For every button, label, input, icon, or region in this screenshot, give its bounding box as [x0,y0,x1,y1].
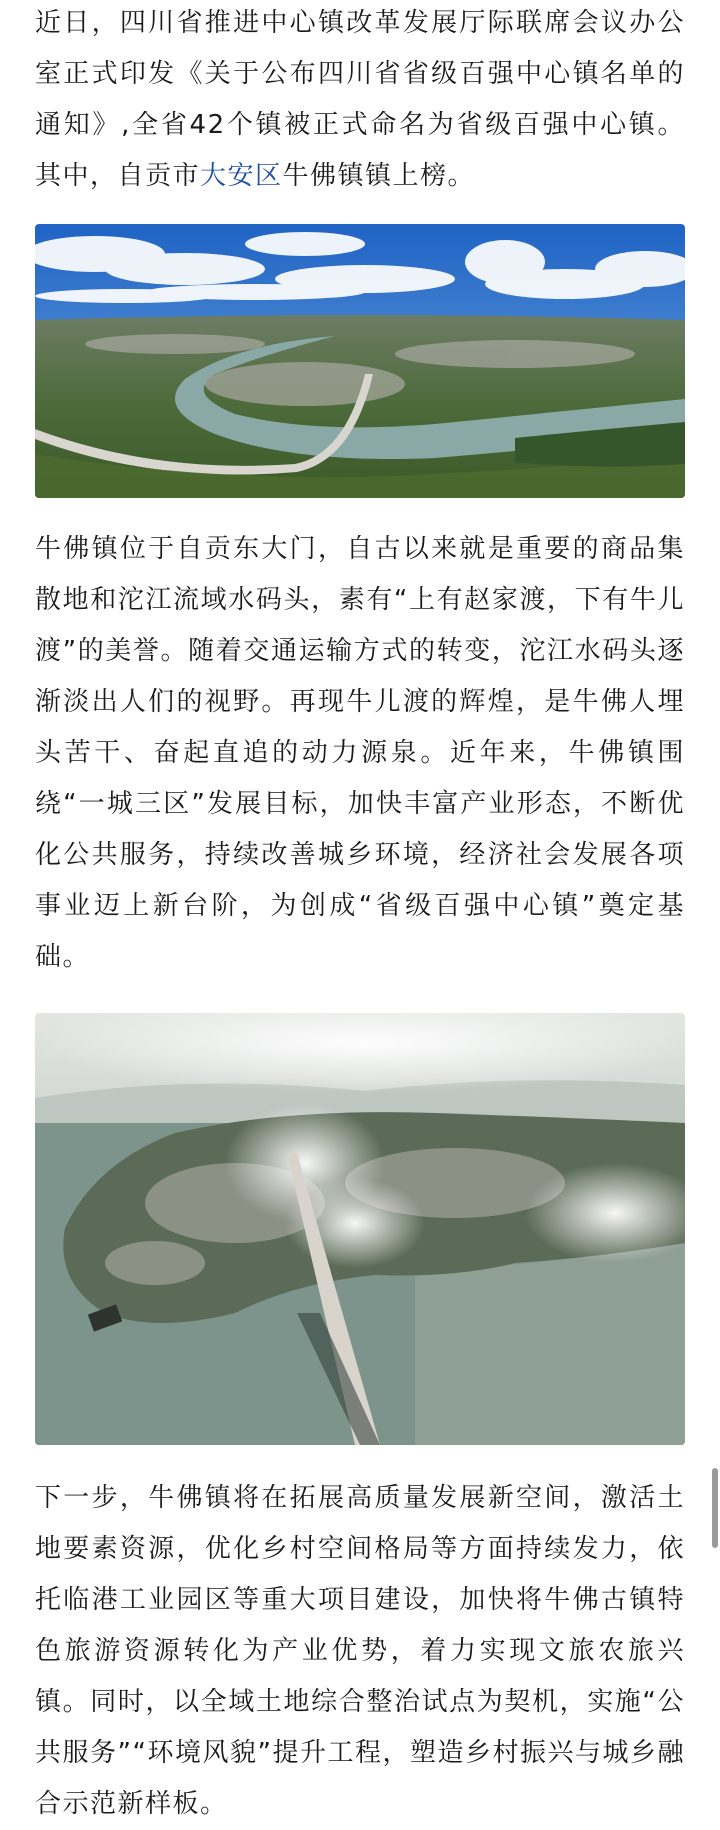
foggy-peninsula-photo[interactable] [35,1013,685,1445]
paragraph-intro [35,0,685,202]
paragraph-next-steps: 下一步，牛佛镇将在拓展高质量发展新空间，激活土地要素资源，优化乡村空间格局等方面持续发力，依托临港工业园区等重大项目建设，加快将牛佛古镇特色旅游资源转化为产业优势，着力实现文旅农旅兴镇。同时，以全域土地综合整治试点为契机，实施“公共服务”“环境风貌”提升工程，塑造乡村振兴与城乡融合示范新样板。 [35,1483,685,1819]
intro-text-end: 牛佛镇镇上榜。 [282,161,476,191]
scrollbar-thumb[interactable] [712,1468,718,1548]
district-link[interactable]: 大安区 [200,161,283,191]
intro-text: 近日，四川省推进中心镇改革发展厅际联席会议办公室正式印发《关于公布四川省省级百强中心镇名单的通知》,全省42个镇被正式命名为省级百强中心镇。其中，自贡市 [35,8,685,191]
article-body [35,0,685,1830]
aerial-panorama-photo[interactable] [35,224,685,498]
paragraph-history: 牛佛镇位于自贡东大门，自古以来就是重要的商品集散地和沱江流域水码头，素有“上有赵家渡，下有牛儿渡”的美誉。随着交通运输方式的转变，沱江水码头逐渐淡出人们的视野。再现牛儿渡的辉煌，是牛佛人埋头苦干、奋起直追的动力源泉。近年来，牛佛镇围绕“一城三区”发展目标，加快丰富产业形态，不断优化公共服务，持续改善城乡环境，经济社会发展各项事业迈上新台阶，为创成“省级百强中心镇”奠定基础。 [35,534,685,972]
